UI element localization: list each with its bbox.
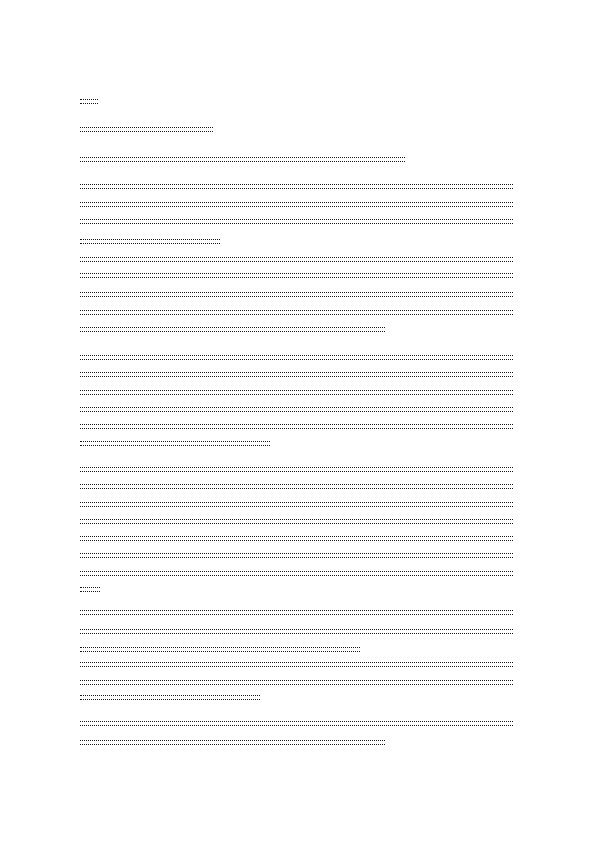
- text-line: [80, 273, 513, 278]
- text-line: [80, 467, 513, 472]
- text-line: [80, 184, 513, 189]
- text-line: [80, 610, 513, 615]
- text-line: [80, 519, 513, 524]
- text-line: [80, 239, 220, 244]
- text-line: [80, 390, 513, 395]
- text-line: [80, 424, 513, 429]
- text-line: [80, 355, 513, 360]
- text-line: [80, 536, 513, 541]
- text-line: [80, 484, 513, 489]
- text-line: [80, 99, 98, 104]
- text-line: [80, 310, 513, 315]
- text-line: [80, 157, 405, 162]
- text-line: [80, 553, 513, 558]
- text-line: [80, 502, 513, 507]
- text-line: [80, 127, 213, 132]
- text-line: [80, 680, 513, 685]
- text-line: [80, 327, 385, 332]
- text-line: [80, 695, 260, 700]
- text-line: [80, 629, 513, 634]
- text-line: [80, 202, 513, 207]
- text-line: [80, 571, 513, 576]
- text-line: [80, 721, 513, 726]
- text-line: [80, 587, 100, 592]
- text-line: [80, 441, 270, 446]
- text-line: [80, 372, 513, 377]
- text-line: [80, 662, 513, 667]
- text-line: [80, 740, 385, 745]
- text-line: [80, 647, 360, 652]
- text-line: [80, 407, 513, 412]
- text-line: [80, 292, 513, 297]
- text-line: [80, 257, 513, 262]
- text-line: [80, 219, 513, 224]
